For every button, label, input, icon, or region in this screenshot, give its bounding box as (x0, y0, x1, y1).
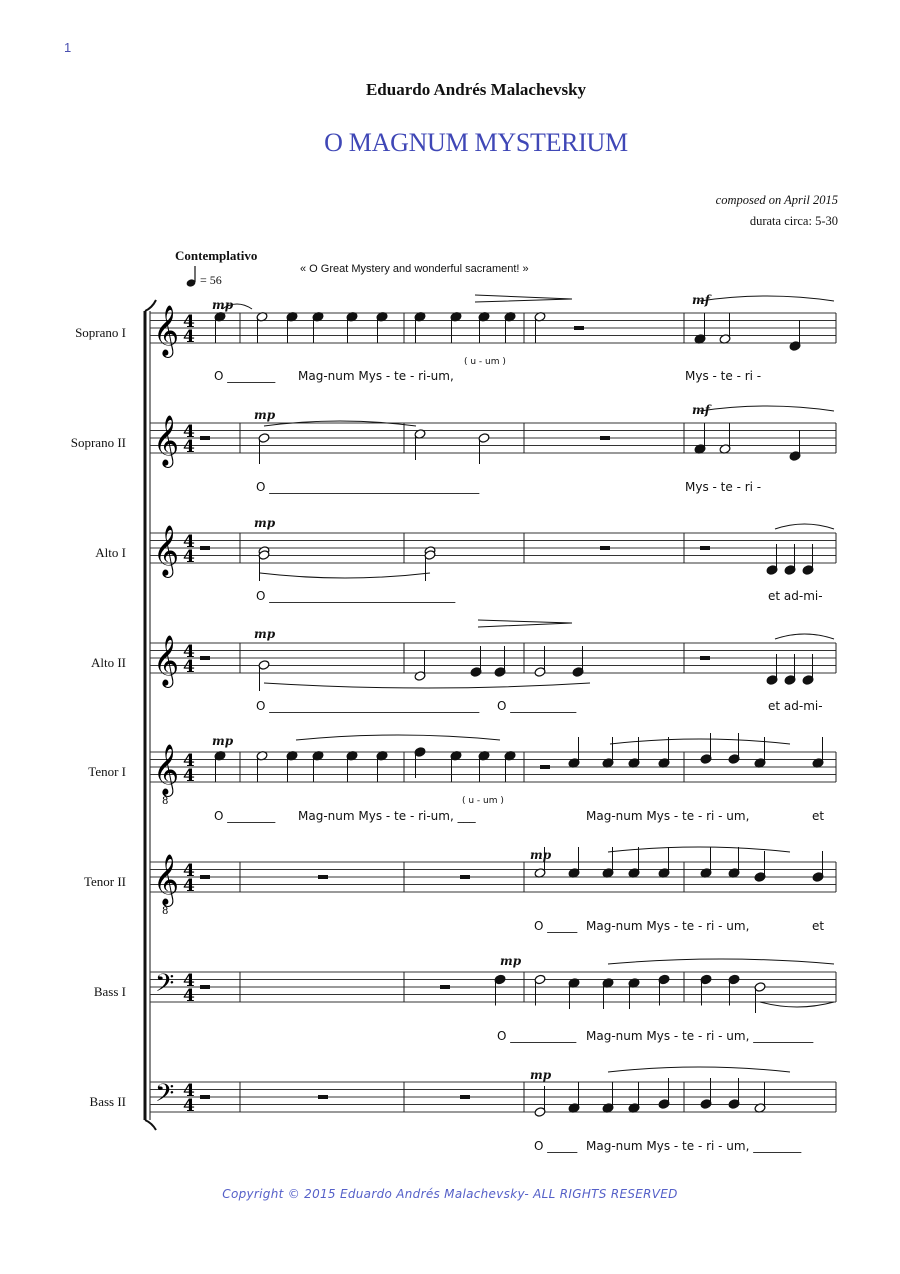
bass-clef-icon: 𝄢 (155, 969, 175, 1004)
dynamic-mark: mp (212, 734, 234, 748)
slur (700, 296, 834, 301)
note (258, 550, 270, 581)
note (450, 311, 462, 342)
note (534, 974, 546, 1005)
note (694, 423, 706, 454)
half-rest (318, 875, 328, 879)
note (602, 737, 614, 768)
note (628, 847, 640, 878)
note (256, 750, 268, 781)
lyric: O ___________ (497, 699, 577, 713)
half-rest (700, 546, 710, 550)
copyright-notice: Copyright © 2015 Eduardo Andrés Malachevsky- ALL RIGHTS RESERVED (222, 1187, 678, 1201)
part-name-tenor-2: Tenor II (83, 874, 126, 889)
note (602, 978, 614, 1009)
note (728, 974, 740, 1005)
note (478, 311, 490, 342)
time-signature-top: 4 (183, 971, 195, 991)
lyric: O ________ (214, 369, 276, 383)
time-signature-bottom: 4 (183, 437, 195, 457)
slur (775, 524, 834, 529)
note (754, 851, 766, 882)
half-rest (200, 656, 210, 660)
time-signature-bottom: 4 (183, 1096, 195, 1116)
lyric: O ___________________________________ (256, 480, 480, 494)
half-rest (600, 436, 610, 440)
time-signature-top: 4 (183, 642, 195, 662)
slur (610, 739, 790, 744)
lyric: ( u - um ) (464, 357, 506, 367)
half-rest (318, 1095, 328, 1099)
half-rest (460, 875, 470, 879)
note (719, 313, 731, 344)
half-rest (200, 1095, 210, 1099)
lyric: et ad-mi- (768, 699, 823, 713)
note (256, 311, 268, 342)
half-rest (600, 546, 610, 550)
treble-clef-icon: 𝄞 (153, 854, 180, 905)
note (414, 429, 426, 460)
lyric: Mag-num Mys - te - ri-um, (298, 369, 454, 383)
translation-text: « O Great Mystery and wonderful sacrament! » (300, 263, 529, 275)
half-rest (700, 656, 710, 660)
lyric: et ad-mi- (768, 589, 823, 603)
part-name-bass-1: Bass I (93, 984, 126, 999)
note (376, 750, 388, 781)
dynamic-mark: mp (212, 298, 234, 312)
note (414, 311, 426, 342)
note (534, 1086, 546, 1117)
note (658, 974, 670, 1005)
time-signature-bottom: 4 (183, 547, 195, 567)
treble-clef-icon: 𝄞 (153, 305, 180, 356)
note (766, 544, 778, 575)
time-signature-top: 4 (183, 422, 195, 442)
note (802, 544, 814, 575)
note (700, 733, 712, 764)
note (812, 737, 824, 768)
lyric: et (812, 919, 825, 933)
tempo-marking: Contemplativo (175, 248, 258, 263)
dynamic-mark: mf (692, 293, 710, 307)
staff (150, 744, 836, 807)
note (802, 654, 814, 685)
slur (264, 683, 590, 688)
staff (150, 1079, 836, 1116)
part-name-soprano-2: Soprano II (70, 435, 126, 450)
lyric: Mag-num Mys - te - ri-um, ___ (298, 809, 476, 823)
note (700, 847, 712, 878)
lyric: et (812, 809, 825, 823)
staff (150, 525, 836, 578)
dynamic-mark: mp (254, 408, 276, 422)
note (478, 750, 490, 781)
note (214, 311, 226, 342)
half-rest (200, 546, 210, 550)
time-signature-top: 4 (183, 532, 195, 552)
staff (150, 854, 836, 917)
note (700, 974, 712, 1005)
time-signature-top: 4 (183, 751, 195, 771)
part-name-alto-1: Alto I (95, 545, 126, 560)
note (376, 311, 388, 342)
piece-title: O MAGNUM MYSTERIUM (324, 128, 628, 157)
note (312, 311, 324, 342)
note (568, 1082, 580, 1113)
time-signature-bottom: 4 (183, 657, 195, 677)
composed-date: composed on April 2015 (715, 193, 838, 207)
note (754, 1082, 766, 1113)
half-rest (200, 436, 210, 440)
dynamic-mark: mp (530, 848, 552, 862)
dynamic-mark: mp (500, 954, 522, 968)
note (414, 747, 426, 778)
lyric: Mag-num Mys - te - ri - um, ________ (586, 1139, 802, 1153)
note (658, 737, 670, 768)
lyric: Mag-num Mys - te - ri - um, (586, 919, 750, 933)
note (628, 1082, 640, 1113)
note (346, 311, 358, 342)
tempo-value: = 56 (200, 273, 222, 287)
treble-clef-icon: 𝄞 (153, 744, 180, 795)
part-name-alto-2: Alto II (90, 655, 126, 670)
time-signature-bottom: 4 (183, 876, 195, 896)
note (346, 750, 358, 781)
half-rest (574, 326, 584, 330)
note (504, 750, 516, 781)
time-signature-top: 4 (183, 1081, 195, 1101)
note (450, 750, 462, 781)
note (694, 313, 706, 344)
lyric: O _____ (534, 919, 578, 933)
treble-clef-icon: 𝄞 (153, 415, 180, 466)
note (719, 423, 731, 454)
staff (150, 305, 836, 358)
note (728, 1078, 740, 1109)
note (754, 982, 766, 1013)
note (534, 847, 546, 878)
note (728, 847, 740, 878)
note (568, 978, 580, 1009)
half-rest (200, 985, 210, 989)
part-name-soprano-1: Soprano I (75, 325, 126, 340)
note (504, 311, 516, 342)
slur (775, 634, 834, 639)
note (286, 750, 298, 781)
slur (222, 304, 252, 309)
note (784, 654, 796, 685)
note (424, 550, 436, 581)
note (214, 750, 226, 781)
dynamic-mark: mp (254, 627, 276, 641)
half-rest (540, 765, 550, 769)
octave-marker: 8 (162, 906, 169, 917)
note (602, 1082, 614, 1113)
duration: durata circa: 5-30 (749, 214, 838, 228)
slur (608, 847, 790, 852)
note (658, 1078, 670, 1109)
lyric: ( u - um ) (462, 796, 504, 806)
note (766, 654, 778, 685)
slur (608, 959, 834, 964)
half-rest (200, 875, 210, 879)
lyric: O _____ (534, 1139, 578, 1153)
lyric: O ___________________________________ (256, 699, 480, 713)
note (568, 847, 580, 878)
note (478, 433, 490, 464)
note (784, 544, 796, 575)
page-number: 1 (64, 40, 72, 55)
dynamic-mark: mp (254, 516, 276, 530)
lyric: Mys - te - ri - (685, 369, 762, 383)
slur (260, 573, 430, 578)
slur (608, 1067, 790, 1072)
note (286, 311, 298, 342)
lyric: O ___________ (497, 1029, 577, 1043)
note (258, 433, 270, 464)
time-signature-bottom: 4 (183, 766, 195, 786)
lyric: Mys - te - ri - (685, 480, 762, 494)
time-signature-bottom: 4 (183, 986, 195, 1006)
staff (150, 969, 836, 1006)
octave-marker: 8 (162, 796, 169, 807)
note (312, 750, 324, 781)
time-signature-top: 4 (183, 861, 195, 881)
time-signature-top: 4 (183, 312, 195, 332)
dynamic-mark: mp (530, 1068, 552, 1082)
staff (150, 635, 836, 688)
bass-clef-icon: 𝄢 (155, 1079, 175, 1114)
slur (700, 406, 834, 411)
treble-clef-icon: 𝄞 (153, 635, 180, 686)
note (700, 1078, 712, 1109)
composer-name: Eduardo Andrés Malachevsky (365, 80, 587, 99)
slur (296, 735, 500, 740)
part-name-bass-2: Bass II (89, 1094, 126, 1109)
slur (264, 421, 416, 426)
note (494, 974, 506, 1005)
decrescendo-hairpin (475, 295, 572, 302)
part-name-tenor-1: Tenor I (88, 764, 126, 779)
note (812, 851, 824, 882)
time-signature-bottom: 4 (183, 327, 195, 347)
note (728, 733, 740, 764)
dynamic-mark: mf (692, 403, 710, 417)
decrescendo-hairpin (478, 620, 572, 627)
note (628, 978, 640, 1009)
slur (760, 1002, 834, 1007)
half-rest (440, 985, 450, 989)
note (258, 660, 270, 691)
lyric: Mag-num Mys - te - ri - um, __________ (586, 1029, 814, 1043)
note (658, 847, 670, 878)
lyric: Mag-num Mys - te - ri - um, (586, 809, 750, 823)
half-rest (460, 1095, 470, 1099)
treble-clef-icon: 𝄞 (153, 525, 180, 576)
staff (150, 415, 836, 468)
note (534, 311, 546, 342)
lyric: O _______________________________ (256, 589, 456, 603)
note (568, 737, 580, 768)
lyric: O ________ (214, 809, 276, 823)
